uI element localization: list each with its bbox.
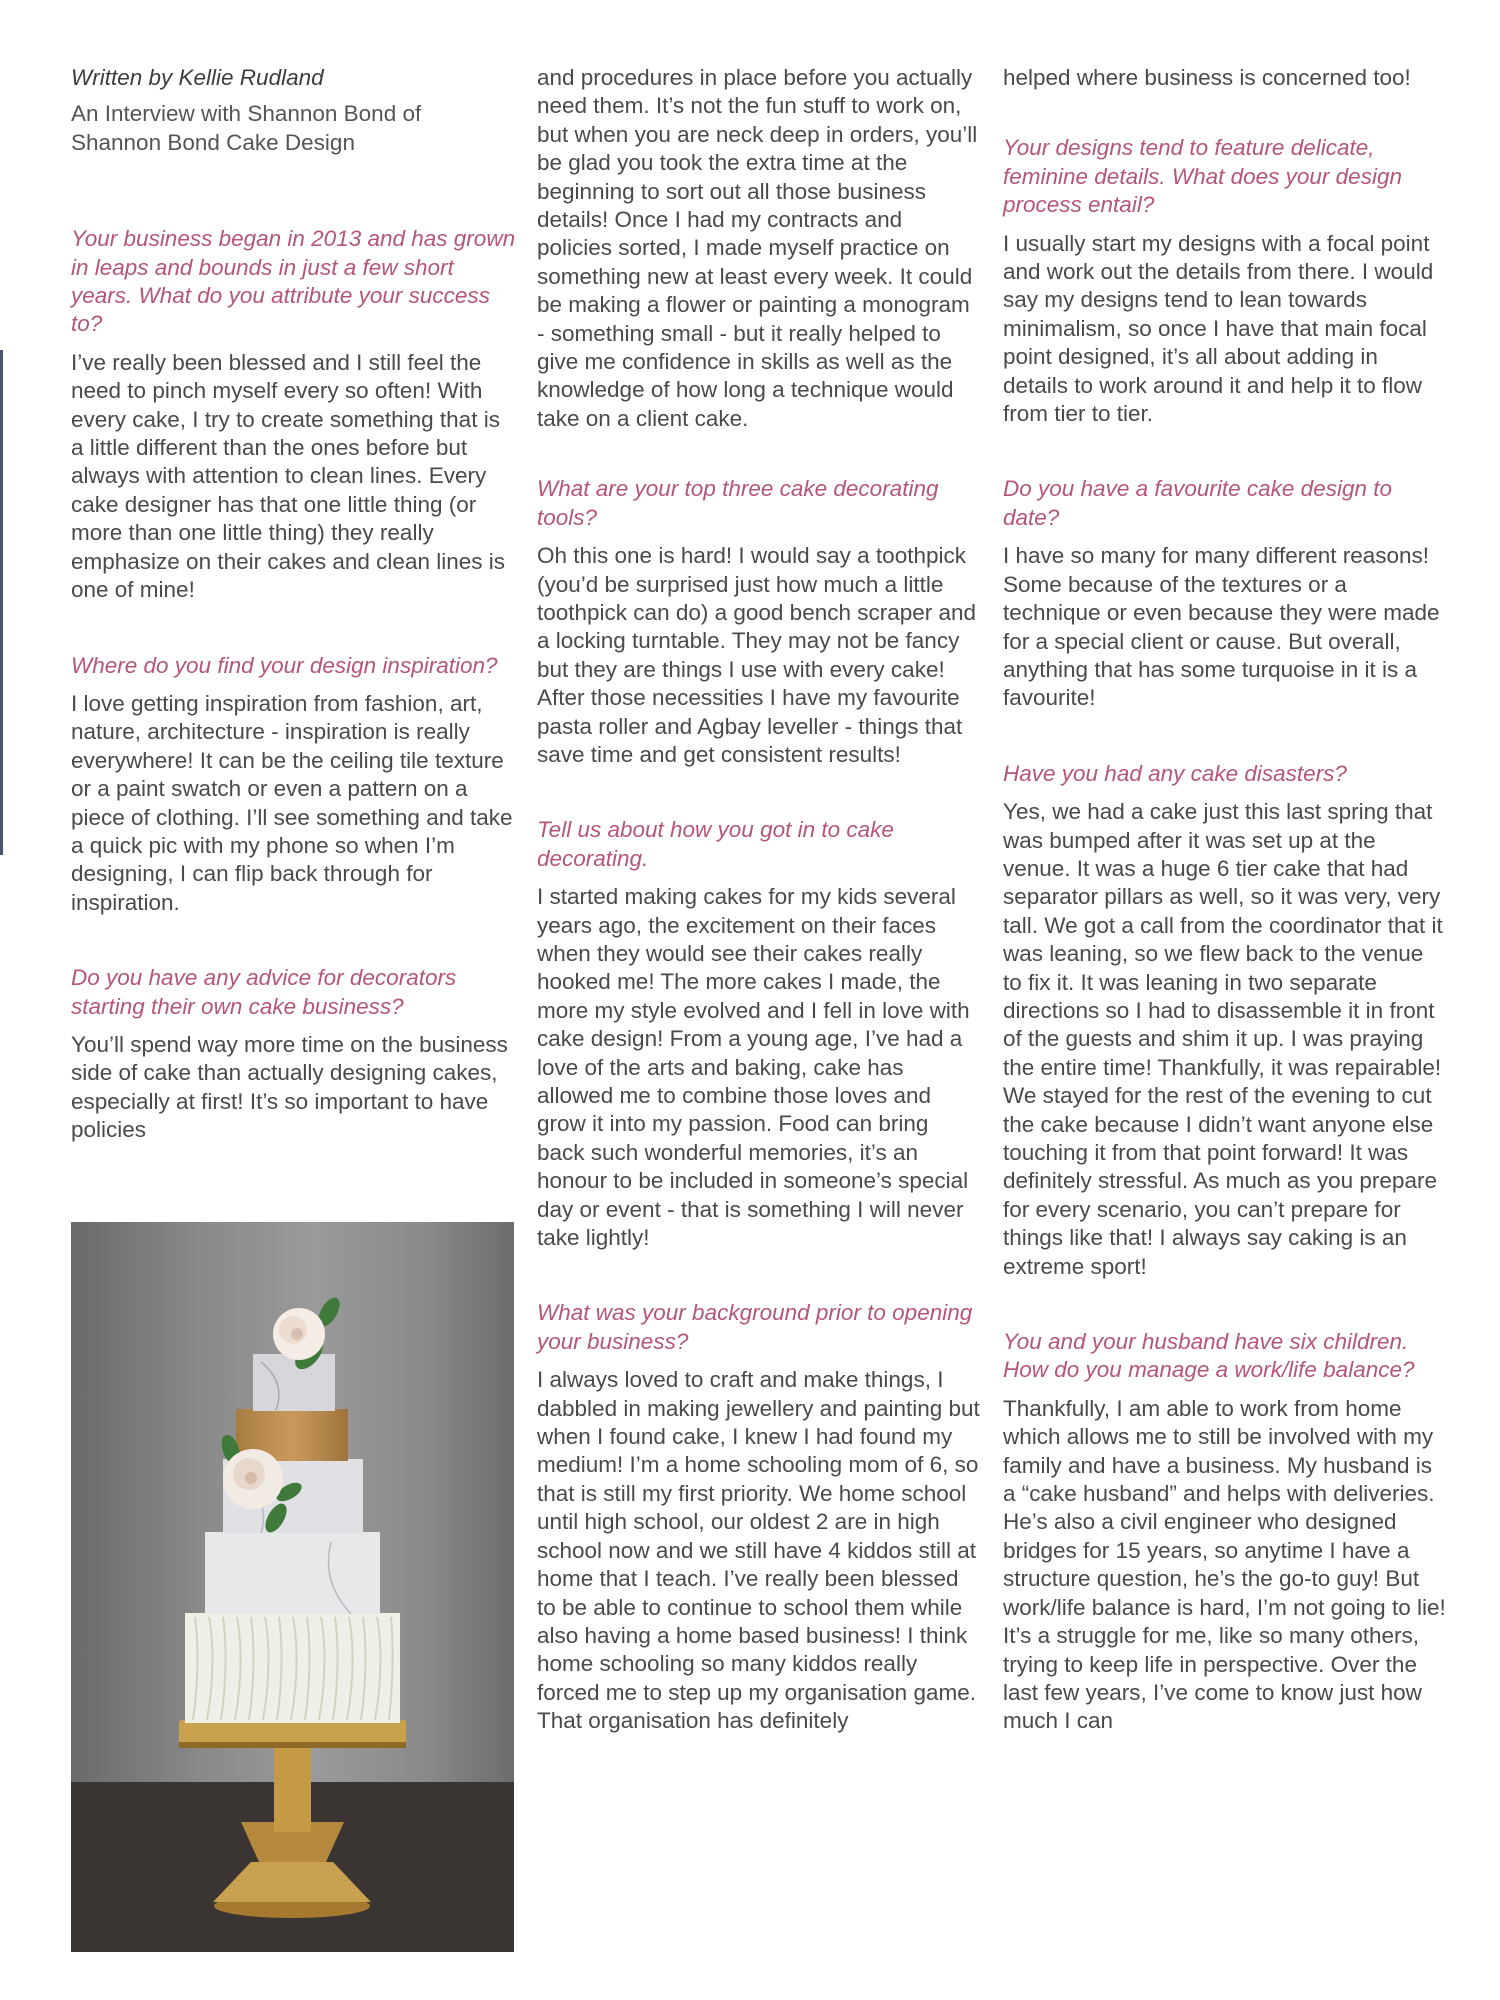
question: Tell us about how you got in to cake decorating. [537, 817, 894, 871]
answer: I usually start my designs with a focal point and work out the details from there. I would say my designs tend to lean towards minimalism, so once I have that main focal point designed, it’s all about adding in details to work around it and help it to flow from tier to tier. [1003, 230, 1434, 427]
answer: I started making cakes for my kids several years ago, the excitement on their faces when they would see their cakes really hooked me! The more cakes I made, the more my style evolved and I fell in love with cake design! From a young age, I’ve had a love of the arts and baking, cake has allowed me to combine those loves and grow it into my passion. Food can bring back such wonderful memories, it’s an honour to be included in someone’s special day or event - that is something I will never take lightly! [537, 884, 970, 1251]
cake-tier-marble-top [253, 1354, 335, 1411]
question: Your designs tend to feature delicate, feminine details. What does your design process entail? [1003, 135, 1402, 218]
question: Where do you find your design inspiration? [71, 652, 498, 678]
article-subtitle: An Interview with Shannon Bond of Shannon Bond Cake Design [71, 101, 422, 155]
article-column-1 [71, 64, 516, 1145]
answer: Oh this one is hard! I would say a toothpick (you’d be surprised just how much a little toothpick can do) a good bench scraper and a locking turntable. They may not be fancy but they are things I use with every cake! After those necessities I have my favourite pasta roller and Agbay leveller - things that save time and get consistent results! [537, 543, 977, 767]
cake-tier-marble-4 [205, 1532, 380, 1614]
stand-plate-edge [179, 1742, 406, 1748]
question: What are your top three cake decorating tools? [537, 476, 939, 530]
answer: I’ve really been blessed and I still feel the need to pinch myself every so often! With every cake, I try to create something that is a little different than the ones before but always with attention to clean lines. Every cake designer has that one little thing (or more than one little thing) they really emphasize on their cakes and clean lines is one of mine! [71, 349, 505, 603]
answer: I always loved to craft and make things, I dabbled in making jewellery and painting but when I found cake, I knew I had found my medium! I’m a home schooling mom of 6, so that is still my first priority. We home school until high school, our oldest 2 are in high school now and we still have 4 kiddos still at home that I teach. I’ve really been blessed to be able to continue to school them while also having a home based business! I think home schooling so many kiddos really forced me to step up my organisation game. That organisation has definitely [537, 1367, 980, 1734]
side-accent-rule [0, 350, 3, 855]
question: What was your background prior to opening your business? [537, 1300, 973, 1354]
answer: I have so many for many different reasons! Some because of the textures or a technique or even because they were made for a special client or cause. But overall, anything that has some turquoise in it is a favourite! [1003, 543, 1440, 711]
answer: Yes, we had a cake just this last spring that was bumped after it was set up at the venue. It was a huge 6 tier cake that had separator pillars as well, so it was very, very tall. We got a call from the coordinator that it was leaning, so we flew back to the venue to fix it. It was leaning in two separate directions so I had to disassemble it in front of the guests and shim it up. I was praying the entire time! Thankfully, it was repairable! We stayed for the rest of the evening to cut the cake because I didn’t want anyone else touching it from that point forward! It was definitely stressful. As much as you prepare for every scenario, you can’t prepare for things like that! I always say caking is an extreme sport! [1003, 799, 1443, 1279]
question: Your business began in 2013 and has grown in leaps and bounds in just a few short years. What do you attribute your success to? [71, 226, 516, 337]
question: Do you have a favourite cake design to date? [1003, 476, 1392, 530]
question: Do you have any advice for decorators starting their own cake business? [71, 965, 457, 1019]
article-column-3 [1003, 64, 1448, 1736]
cake-illustration [71, 1222, 514, 1952]
question: Have you had any cake disasters? [1003, 760, 1347, 786]
stand-column [274, 1742, 311, 1832]
answer: Thankfully, I am able to work from home which allows me to still be involved with my family and have a business. My husband is a “cake husband” and helps with deliveries. He’s also a civil engineer who designed bridges for 15 years, so anytime I have a structure question, he’s the go-to guy! But work/life balance is hard, I’m not going to lie! It’s a struggle for me, like so many others, trying to keep life in perspective. Over the last few years, I’ve come to know just how much I can [1003, 1395, 1446, 1734]
byline: Written by Kellie Rudland [71, 65, 324, 90]
answer: I love getting inspiration from fashion, art, nature, architecture - inspiration is really everywhere! It can be the ceiling tile texture or a paint swatch or even a pattern on a piece of clothing. I’ll see something and take a quick pic with my phone so when I’m designing, I can flip back through for inspiration. [71, 690, 513, 915]
question: You and your husband have six children. How do you manage a work/life balance? [1003, 1329, 1415, 1383]
article-column-2 [537, 64, 982, 1736]
answer: You’ll spend way more time on the business side of cake than actually designing cakes, especially at first! It’s so important to have policies [71, 1031, 508, 1143]
cake-photo [71, 1222, 514, 1952]
answer: helped where business is concerned too! [1003, 65, 1411, 90]
answer: and procedures in place before you actually need them. It’s not the fun stuff to work on, but when you are neck deep in orders, you’ll be glad you took the extra time at the beginning to sort out all those business details! Once I had my contracts and policies sorted, I made myself practice on something new at least every week. It could be making a flower or painting a monogram - something small - but it really helped to give me confidence in skills as well as the knowledge of how long a technique would take on a client cake. [537, 65, 978, 431]
